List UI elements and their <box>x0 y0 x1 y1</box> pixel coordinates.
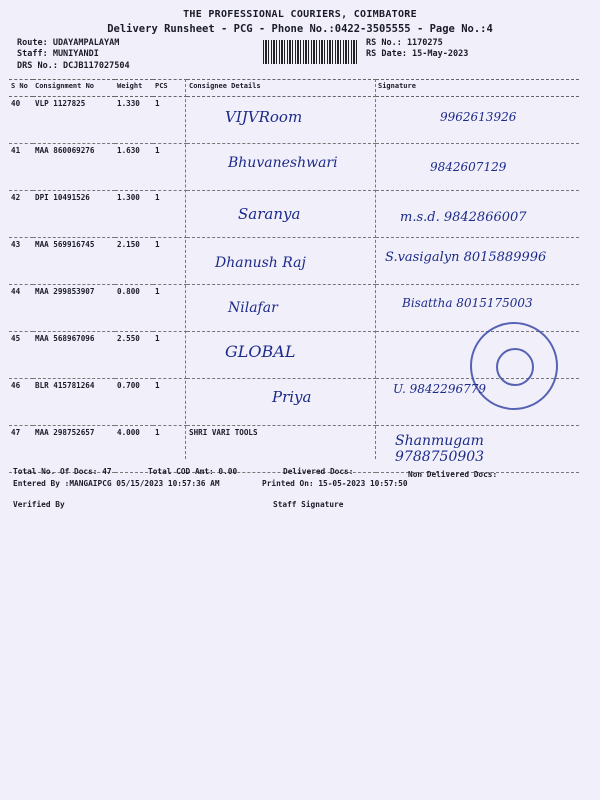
entered-by: Entered By :MANGAIPCG 05/15/2023 10:57:36 AM <box>13 479 220 488</box>
weight-cell: 1.630 <box>115 144 153 191</box>
rs-date: RS Date: 15-May-2023 <box>366 49 469 59</box>
company-stamp <box>470 322 558 410</box>
barcode <box>263 40 359 64</box>
total-cod: Total COD Amt: 0.00 <box>148 467 238 476</box>
consignment-cell: MAA 568967096 <box>33 332 115 379</box>
weight-cell: 4.000 <box>115 426 153 473</box>
consignment-cell: MAA 860069276 <box>33 144 115 191</box>
sno-cell: 44 <box>9 285 33 332</box>
pcs-cell: 1 <box>153 238 187 285</box>
consignment-cell: MAA 299853907 <box>33 285 115 332</box>
signature-handwriting: Shanmugam 9788750903 <box>395 433 485 465</box>
pcs-cell: 1 <box>153 426 187 473</box>
printed-on: Printed On: 15-05-2023 10:57:50 <box>262 479 408 488</box>
staff-label: Staff: MUNIYANDI <box>17 49 99 59</box>
pcs-cell: 1 <box>153 97 187 144</box>
weight-cell: 2.550 <box>115 332 153 379</box>
consignee-cell: SHRI VARI TOOLS <box>187 426 376 473</box>
pcs-cell: 1 <box>153 379 187 426</box>
consignee-handwriting: GLOBAL <box>225 342 296 361</box>
staff-signature: Staff Signature <box>273 500 344 509</box>
weight-cell: 2.150 <box>115 238 153 285</box>
rs-number: RS No.: 1170275 <box>366 38 443 48</box>
column-divider <box>375 79 376 459</box>
column-divider <box>185 79 186 459</box>
weight-cell: 0.800 <box>115 285 153 332</box>
weight-cell: 1.300 <box>115 191 153 238</box>
pcs-cell: 1 <box>153 191 187 238</box>
sno-cell: 43 <box>9 238 33 285</box>
consignee-handwriting: Nilafar <box>228 300 278 316</box>
signature-handwriting: S.vasigalyn 8015889996 <box>385 250 547 265</box>
delivered-docs: Delivered Docs: <box>283 467 354 476</box>
consignee-handwriting: VIJVRoom <box>225 108 303 126</box>
sno-cell: 41 <box>9 144 33 191</box>
sno-cell: 40 <box>9 97 33 144</box>
consignment-cell: MAA 298752657 <box>33 426 115 473</box>
drs-label: DRS No.: DCJB117027504 <box>17 61 130 71</box>
stamp-logo <box>496 348 534 386</box>
signature-handwriting: 9842607129 <box>430 160 507 174</box>
sno-cell: 47 <box>9 426 33 473</box>
col-sno: S No <box>9 80 33 97</box>
runsheet-table <box>9 79 579 473</box>
signature-handwriting: m.s.d. 9842866007 <box>400 210 527 225</box>
weight-cell: 1.330 <box>115 97 153 144</box>
consignee-handwriting: Bhuvaneshwari <box>228 155 338 171</box>
route-label: Route: UDAYAMPALAYAM <box>17 38 120 48</box>
col-consignment: Consignment No <box>33 80 115 97</box>
signature-handwriting: Bisattha 8015175003 <box>402 296 533 310</box>
consignment-cell: DPI 10491526 <box>33 191 115 238</box>
consignment-cell: VLP 1127825 <box>33 97 115 144</box>
signature-handwriting: 9962613926 <box>440 110 517 124</box>
consignee-handwriting: Priya <box>272 388 312 406</box>
table-header-row <box>9 80 579 97</box>
col-pcs: PCS <box>153 80 187 97</box>
signature-handwriting: U. 9842296779 <box>393 382 486 396</box>
weight-cell: 0.700 <box>115 379 153 426</box>
consignment-cell: MAA 569916745 <box>33 238 115 285</box>
consignee-handwriting: Dhanush Raj <box>215 255 306 271</box>
consignee-cell <box>187 285 376 332</box>
consignment-cell: BLR 415781264 <box>33 379 115 426</box>
col-signature: Signature <box>376 80 579 97</box>
non-delivered-docs: Non Delivered Docs: <box>408 470 498 479</box>
pcs-cell: 1 <box>153 285 187 332</box>
runsheet-subtitle: Delivery Runsheet - PCG - Phone No.:0422-3505555 - Page No.:4 <box>107 23 493 35</box>
sno-cell: 46 <box>9 379 33 426</box>
consignee-handwriting: Saranya <box>238 205 301 223</box>
company-title: THE PROFESSIONAL COURIERS, COIMBATORE <box>183 9 417 20</box>
col-weight: Weight <box>115 80 153 97</box>
total-docs: Total No. Of Docs: 47 <box>13 467 112 476</box>
col-consignee: Consignee Details <box>187 80 376 97</box>
sno-cell: 42 <box>9 191 33 238</box>
pcs-cell: 1 <box>153 144 187 191</box>
verified-by: Verified By <box>13 500 65 509</box>
pcs-cell: 1 <box>153 332 187 379</box>
sno-cell: 45 <box>9 332 33 379</box>
